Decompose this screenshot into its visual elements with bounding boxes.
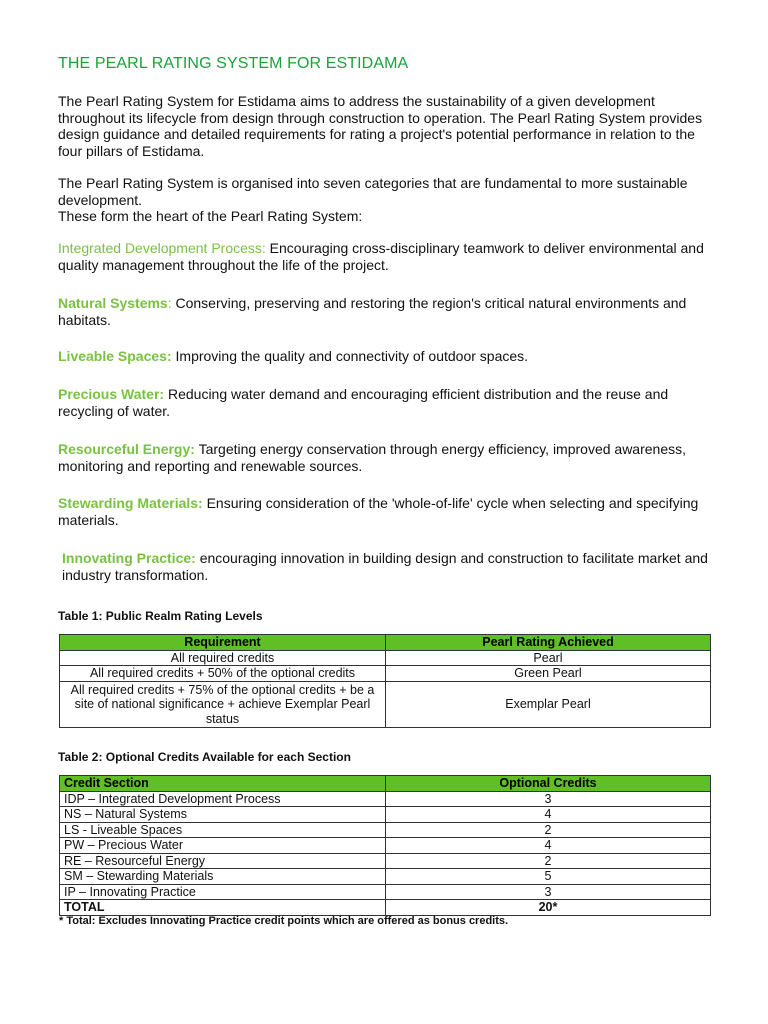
category-heading: Integrated Development Process: [58, 240, 262, 256]
table-optional-credits: [59, 775, 711, 916]
category-heading: Precious Water:: [58, 386, 165, 402]
table-row: [60, 869, 711, 885]
table-cell: NS – Natural Systems: [60, 807, 386, 823]
category-text: Improving the quality and connectivity of outdoor spaces.: [175, 348, 529, 364]
table-row: [60, 681, 711, 728]
table-cell: Pearl: [386, 650, 711, 666]
table-row: [60, 822, 711, 838]
category-heading: Resourceful Energy:: [58, 441, 195, 457]
table-row: [60, 650, 711, 666]
table-footnote: * Total: Excludes Innovating Practice credit points which are offered as bonus credits.: [59, 915, 509, 927]
table-cell: 5: [386, 869, 711, 885]
table-header-row: [60, 635, 711, 651]
total-value: 20*: [386, 900, 711, 916]
category-heading: Liveable Spaces:: [58, 348, 172, 364]
column-header: Credit Section: [60, 776, 386, 792]
table-total-row: [60, 900, 711, 916]
category-heading: Natural Systems: [58, 295, 168, 311]
table-cell: Green Pearl: [386, 666, 711, 682]
intro-paragraph-3: These form the heart of the Pearl Rating System:: [58, 208, 363, 224]
category-ip: [62, 550, 722, 583]
table-cell: 3: [386, 884, 711, 900]
table-header-row: [60, 776, 711, 792]
category-sm: [58, 495, 718, 528]
table-cell: All required credits + 50% of the optional credits: [60, 666, 386, 682]
category-text: Conserving, preserving and restoring the region's critical natural environments and habitats.: [58, 295, 687, 328]
table-row: [60, 807, 711, 823]
category-ls: [58, 348, 718, 365]
category-text: Encouraging cross-disciplinary teamwork to deliver environmental and quality management throughout the life of the project.: [58, 240, 704, 273]
category-ns: Natural Systems: Conserving, preserving and restoring the region's critical natural environments and habitats.: [58, 295, 687, 328]
table-cell: RE – Resourceful Energy: [60, 853, 386, 869]
table-cell: 2: [386, 822, 711, 838]
category-heading: Innovating Practice:: [62, 550, 196, 566]
category-text: Targeting energy conservation through energy efficiency, improved awareness, monitoring and reporting and renewable sources.: [58, 441, 687, 474]
table-cell: 4: [386, 838, 711, 854]
page-title: THE PEARL RATING SYSTEM FOR ESTIDAMA: [58, 55, 409, 72]
table-row: [60, 853, 711, 869]
table-row: [60, 666, 711, 682]
table-cell: PW – Precious Water: [60, 838, 386, 854]
category-text: Reducing water demand and encouraging efficient distribution and the reuse and recycling of water.: [58, 386, 669, 419]
category-text: encouraging innovation in building design and construction to facilitate market and industry transformation.: [62, 550, 708, 583]
table-cell: IDP – Integrated Development Process: [60, 791, 386, 807]
category-re: [58, 441, 718, 474]
column-header: Optional Credits: [386, 776, 711, 792]
category-text: Ensuring consideration of the 'whole-of-life' cycle when selecting and specifying materials.: [58, 495, 699, 528]
table-row: [60, 791, 711, 807]
table-row: [60, 884, 711, 900]
table-cell: 3: [386, 791, 711, 807]
table-cell: All required credits + 75% of the optional credits + be a site of national significance + achieve Exemplar Pearl status: [60, 681, 386, 728]
table-cell: 2: [386, 853, 711, 869]
table-cell: IP – Innovating Practice: [60, 884, 386, 900]
table1-caption: Table 1: Public Realm Rating Levels: [58, 609, 263, 623]
intro-paragraph-2: The Pearl Rating System is organised into seven categories that are fundamental to more sustainable development.: [58, 175, 688, 208]
table2-caption: Table 2: Optional Credits Available for each Section: [58, 750, 351, 764]
table-cell: LS - Liveable Spaces: [60, 822, 386, 838]
table-cell: All required credits: [60, 650, 386, 666]
table-row: [60, 838, 711, 854]
table-rating-levels: [59, 634, 711, 728]
category-pw: [58, 386, 718, 419]
column-header: Pearl Rating Achieved: [386, 635, 711, 651]
category-heading: Stewarding Materials:: [58, 495, 203, 511]
table-cell: Exemplar Pearl: [386, 681, 711, 728]
category-idp: Integrated Development Process: Encouraging cross-disciplinary teamwork to deliver environmental and quality management throughout the life of the project.: [58, 240, 704, 273]
table-cell: 4: [386, 807, 711, 823]
intro-paragraph-1: The Pearl Rating System for Estidama aims to address the sustainability of a given development throughout its lifecycle from design through construction to operation. The Pearl Rating System provides design guidance and detailed requirements for rating a project's potential performance in relation to the four pillars of Estidama.: [58, 93, 703, 159]
total-label: TOTAL: [60, 900, 386, 916]
table-cell: SM – Stewarding Materials: [60, 869, 386, 885]
column-header: Requirement: [60, 635, 386, 651]
